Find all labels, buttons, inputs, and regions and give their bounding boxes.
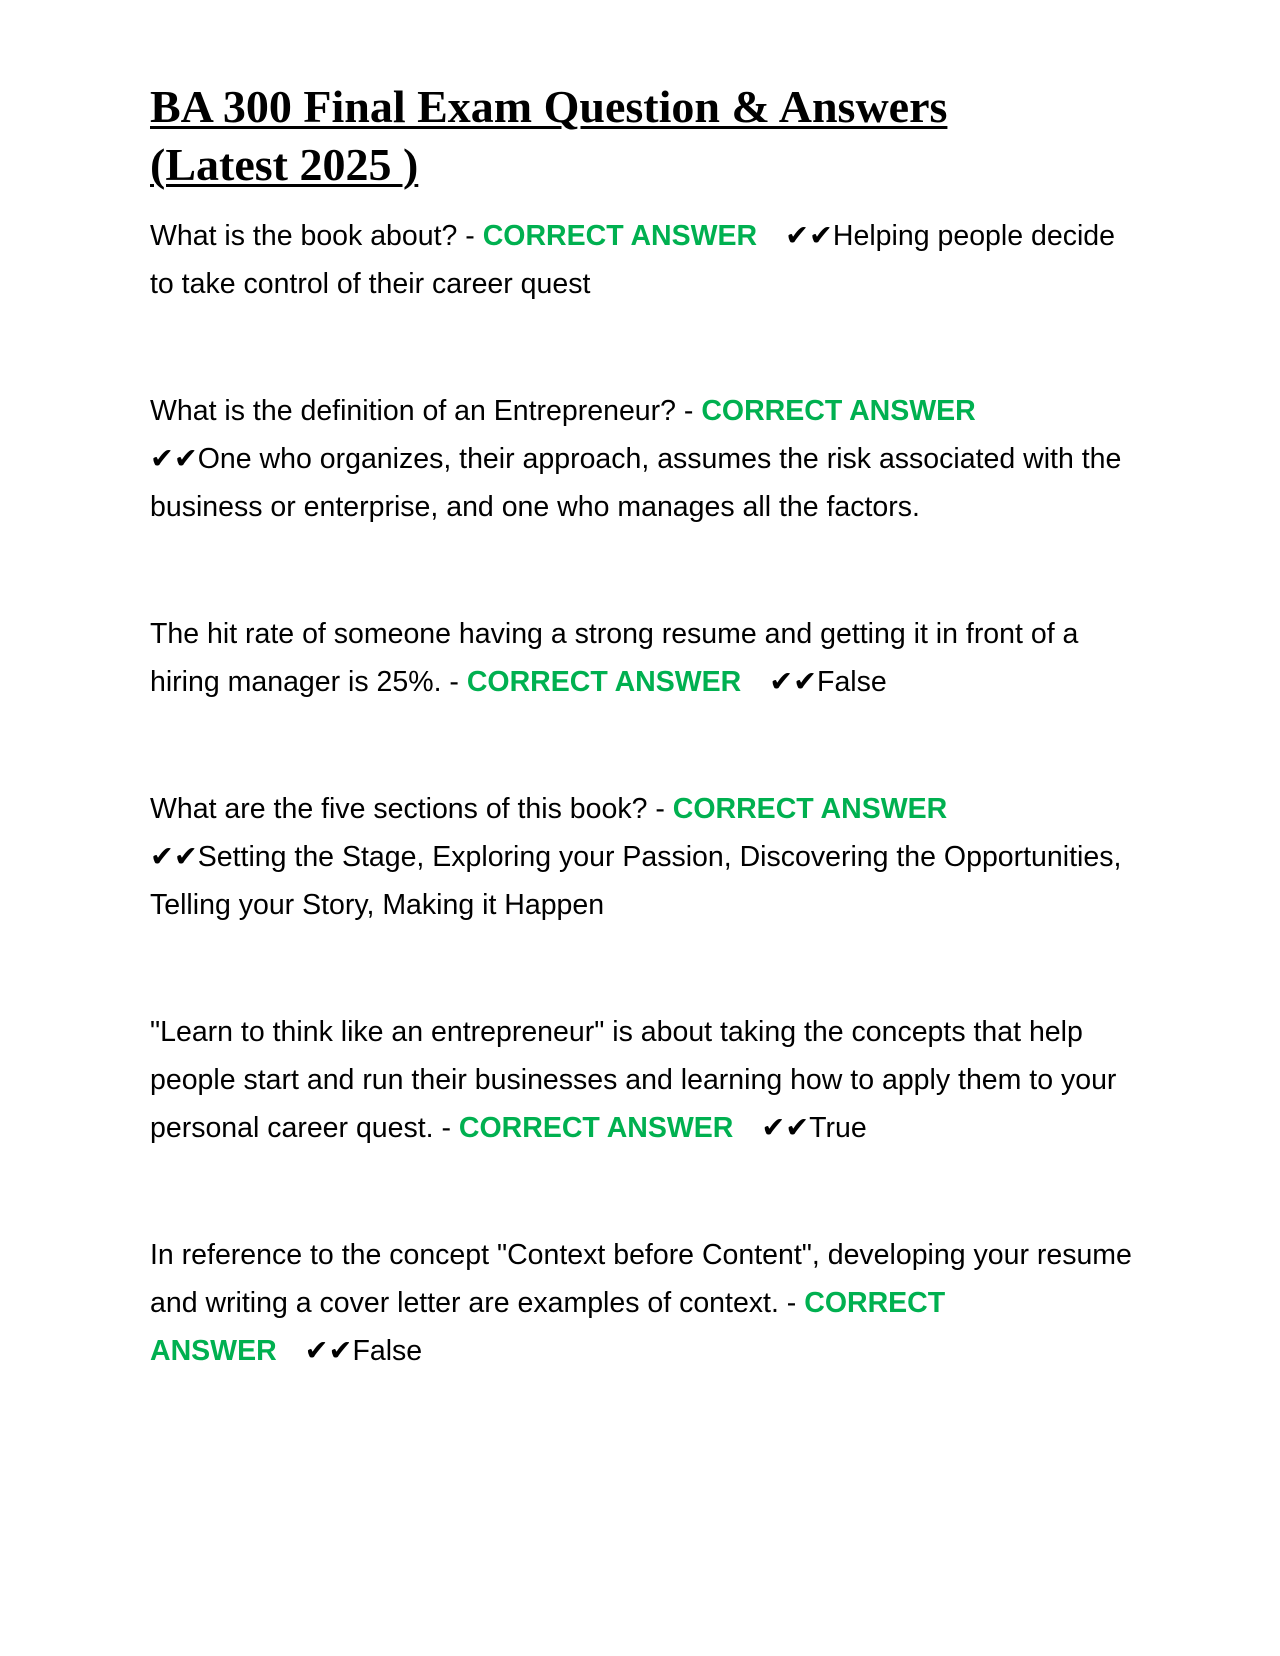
qa-item-4 [150,785,1140,929]
correct-answer-label: CORRECT ANSWER [701,395,976,427]
qa-item-2 [150,387,1140,531]
correct-answer-label: CORRECT ANSWER [466,666,742,698]
title-line-1: BA 300 Final Exam Question & Answers [150,81,948,132]
qa-item-3 [150,610,1140,706]
qa-item-5 [150,1008,1140,1152]
title-line-2: (Latest 2025 ) [150,139,419,190]
answer-text: True [809,1112,867,1144]
correct-answer-label: CORRECT ANSWER [672,793,948,825]
answer-text: False [817,666,887,698]
correct-answer-label: CORRECT ANSWER [458,1112,734,1144]
correct-answer-label: CORRECT ANSWER [150,1287,946,1367]
document-page [150,78,1140,1375]
question-text: What are the five sections of this book? - [150,793,673,825]
answer-text: One who organizes, their approach, assumes the risk associated with the business or enterprise, and one who manages all the factors. [150,443,1122,523]
qa-item-1 [150,212,1140,308]
check-mark-icon: ✔✔ [769,665,818,698]
check-mark-icon: ✔✔ [761,1111,810,1144]
question-text: What is the definition of an Entrepreneur? - [150,395,702,427]
document-title [150,78,1140,194]
question-text: In reference to the concept "Context before Content", developing your resume and writing a cover letter are examples of context. - [150,1239,1132,1319]
check-mark-icon: ✔✔ [150,840,198,873]
answer-text: Helping people decide to take control of their career quest [150,220,1115,300]
question-text: What is the book about? - [150,220,483,252]
answer-text: False [352,1335,423,1367]
check-mark-icon: ✔✔ [304,1334,353,1367]
qa-item-6 [150,1231,1140,1375]
check-mark-icon: ✔✔ [785,219,833,252]
correct-answer-label: CORRECT ANSWER [482,220,758,252]
answer-text: Setting the Stage, Exploring your Passion, Discovering the Opportunities, Telling your Story, Making it Happen [150,841,1122,921]
question-text: "Learn to think like an entrepreneur" is about taking the concepts that help people start and run their businesses and learning how to apply them to your personal career quest. - [150,1016,1117,1144]
check-mark-icon: ✔✔ [150,442,198,475]
question-text: The hit rate of someone having a strong resume and getting it in front of a hiring manager is 25%. - [150,618,1079,698]
